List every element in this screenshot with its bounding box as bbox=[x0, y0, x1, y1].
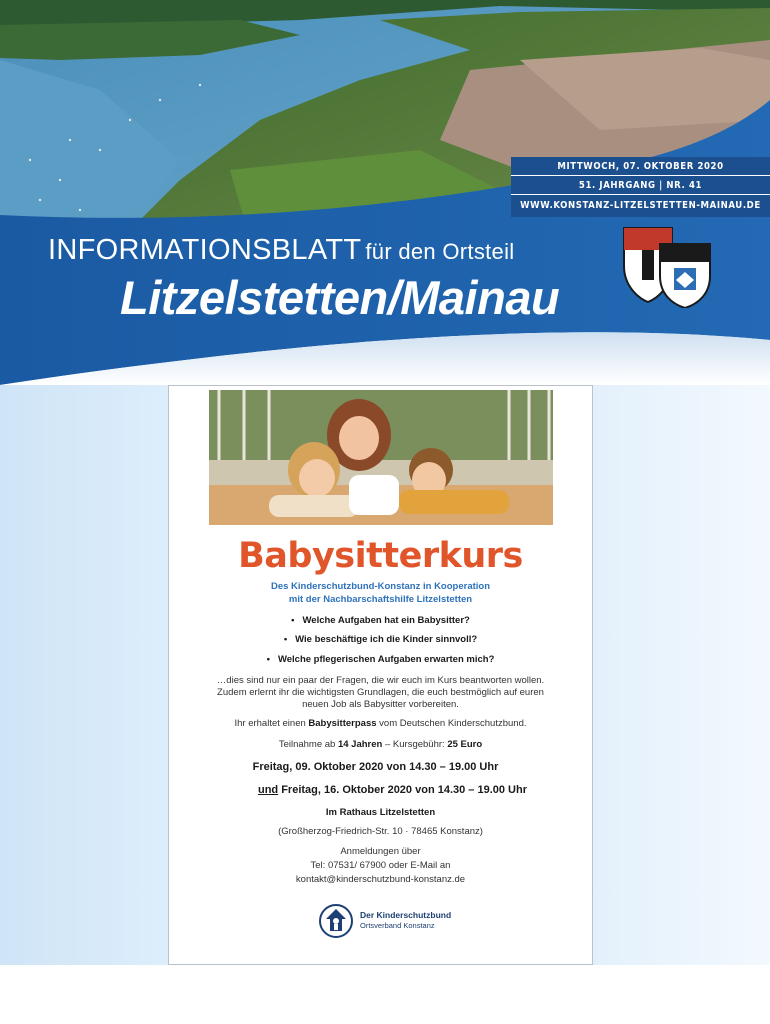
page-background-left bbox=[0, 385, 168, 965]
coat-of-arms-icon bbox=[616, 220, 716, 308]
bullet-icon: • bbox=[291, 615, 295, 626]
registration-info: Anmeldungen über bbox=[340, 846, 421, 857]
newsletter-header bbox=[0, 0, 770, 385]
newsletter-place: Litzelstetten/Mainau bbox=[120, 271, 560, 324]
second-date: Freitag, 16. Oktober 2020 von 14.30 – 19.00 Uhr bbox=[278, 784, 527, 796]
logo-name: Der Kinderschutzbund bbox=[360, 910, 452, 920]
question-item bbox=[169, 615, 592, 626]
question-text: Welche Aufgaben hat ein Babysitter? bbox=[302, 615, 470, 626]
issue-info-box bbox=[511, 157, 770, 217]
question-text: Wie beschäftige ich die Kinder sinnvoll? bbox=[295, 634, 478, 645]
page-background-right bbox=[593, 385, 770, 965]
issue-date: MITTWOCH, 07. OKTOBER 2020 bbox=[557, 161, 724, 172]
divider bbox=[511, 175, 770, 176]
participation-info bbox=[169, 739, 592, 750]
intro-text: …dies sind nur ein paar der Fragen, die wir euch im Kurs beantworten wollen. bbox=[216, 675, 545, 686]
newsletter-title-suffix: für den Ortsteil bbox=[365, 239, 515, 264]
course-title: Babysitterkurs bbox=[238, 536, 523, 576]
issue-volume: 51. JAHRGANG | NR. 41 bbox=[578, 180, 703, 191]
pass-info bbox=[169, 718, 592, 729]
course-subtitle: Des Kinderschutzbund-Konstanz in Kooperation bbox=[270, 581, 491, 592]
pass-text: Ihr erhaltet einen bbox=[234, 718, 309, 729]
min-age: 14 Jahren bbox=[337, 739, 383, 750]
date-conjunction: und bbox=[257, 784, 279, 796]
website-link[interactable]: WWW.KONSTANZ-LITZELSTETTEN-MAINAU.DE bbox=[520, 200, 761, 211]
babysitter-course-flyer bbox=[168, 385, 593, 965]
bullet-icon: • bbox=[266, 654, 270, 665]
course-subtitle: mit der Nachbarschaftshilfe Litzelstetten bbox=[288, 594, 473, 605]
course-date: Freitag, 09. Oktober 2020 von 14.30 – 19.00 Uhr bbox=[252, 761, 499, 773]
kinderschutzbund-emblem-icon bbox=[318, 903, 354, 939]
pass-text: vom Deutschen Kinderschutzbund. bbox=[376, 718, 527, 729]
newsletter-title bbox=[48, 234, 514, 267]
venue-address: (Großherzog-Friedrich-Str. 10 · 78465 Konstanz) bbox=[278, 826, 483, 837]
children-photo bbox=[209, 390, 553, 525]
course-fee: 25 Euro bbox=[447, 739, 483, 750]
kinderschutzbund-logo bbox=[318, 901, 458, 941]
venue: Im Rathaus Litzelstetten bbox=[325, 807, 436, 818]
intro-text: neuen Job als Babysitter vorbereiten. bbox=[302, 699, 459, 710]
logo-branch: Ortsverband Konstanz bbox=[360, 921, 435, 930]
intro-text: Zudem erlernt ihr die wichtigsten Grundlagen, die euch bestmöglich auf euren bbox=[217, 687, 544, 698]
course-date bbox=[181, 784, 604, 796]
age-text: Teilnahme ab bbox=[278, 739, 338, 750]
question-text: Welche pflegerischen Aufgaben erwarten mich? bbox=[277, 654, 495, 665]
question-item bbox=[169, 634, 592, 645]
bullet-icon: • bbox=[283, 634, 288, 645]
contact-email[interactable]: kontakt@kinderschutzbund-konstanz.de bbox=[295, 874, 466, 885]
fee-label: – Kursgebühr: bbox=[382, 739, 448, 750]
question-item bbox=[169, 654, 592, 665]
pass-name: Babysitterpass bbox=[308, 718, 377, 729]
contact-phone: Tel: 07531/ 67900 oder E-Mail an bbox=[310, 860, 451, 871]
divider bbox=[511, 194, 770, 195]
newsletter-title-main: INFORMATIONSBLATT bbox=[48, 234, 362, 266]
